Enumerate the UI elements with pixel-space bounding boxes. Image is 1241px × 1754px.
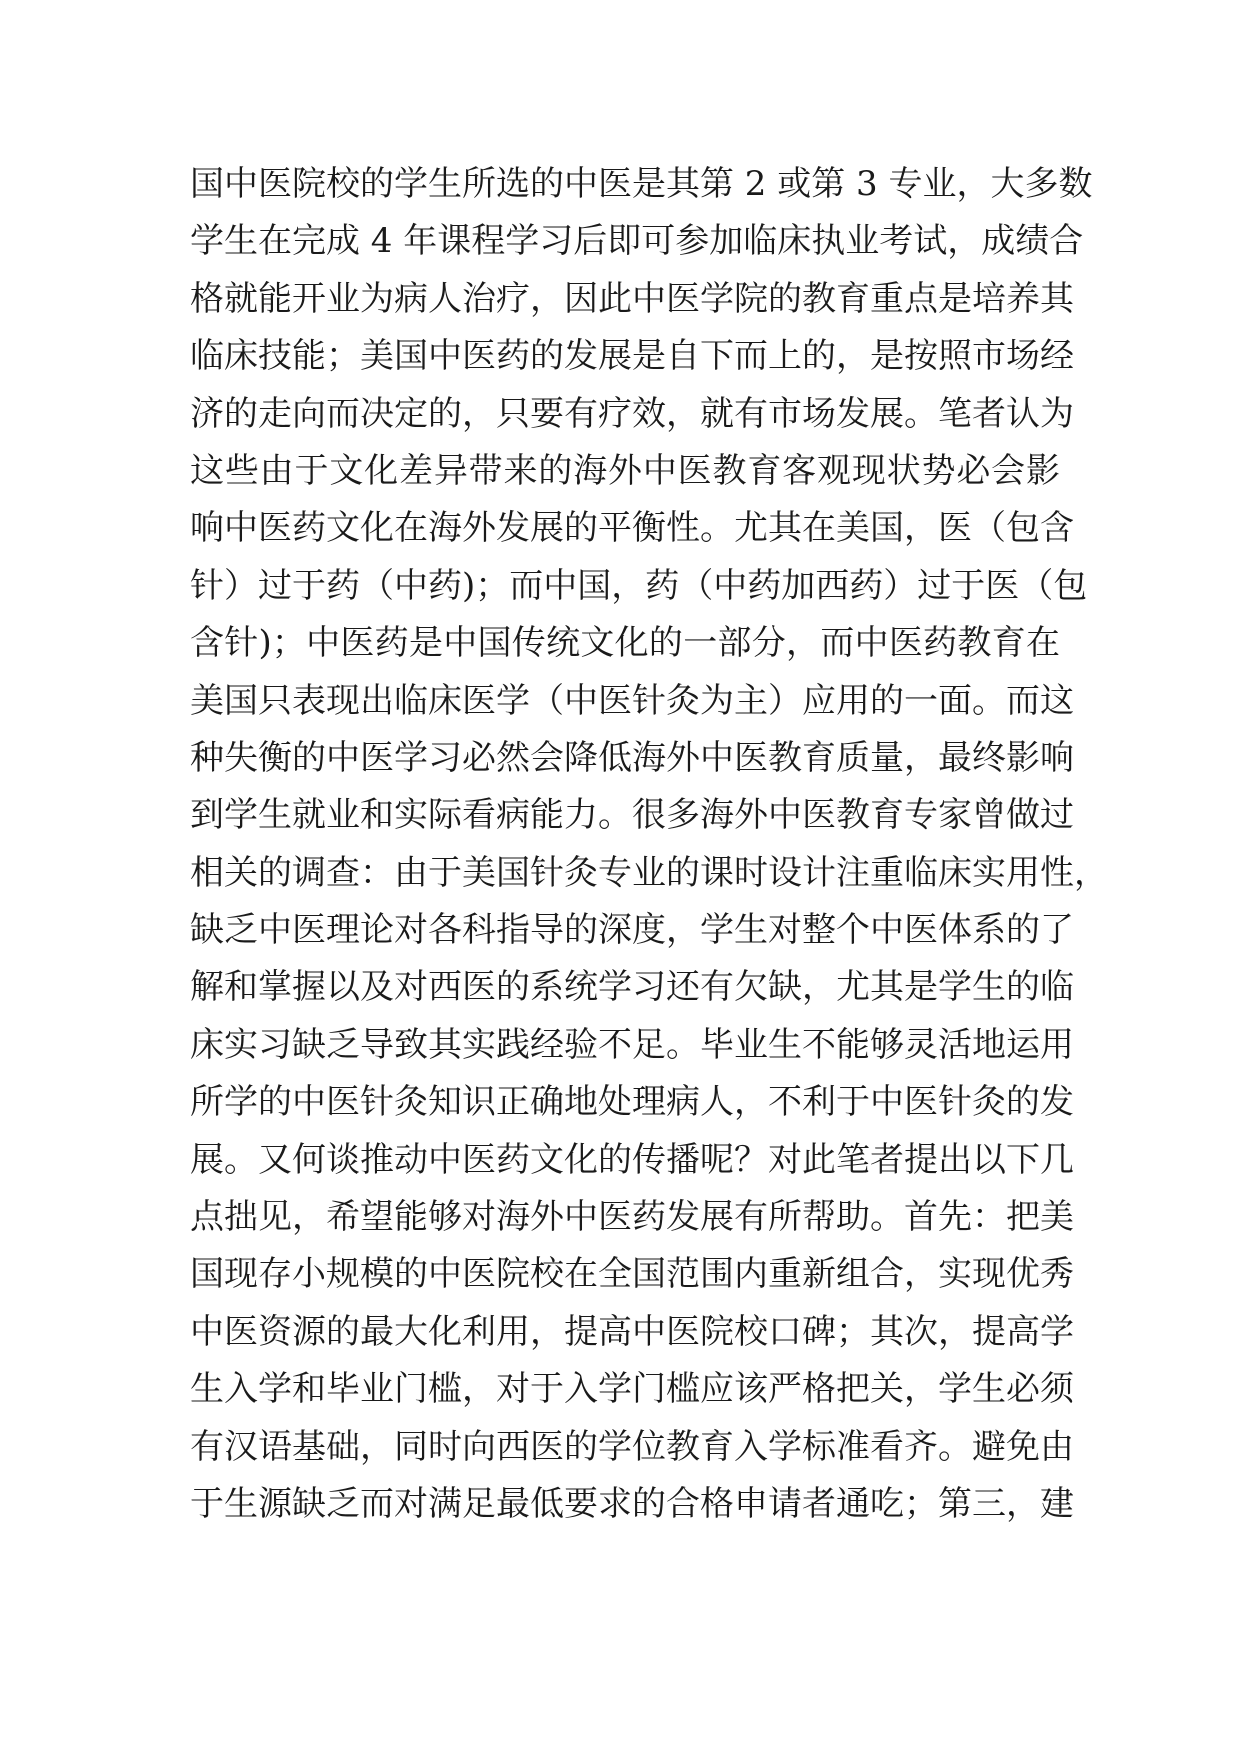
text-line: 到学生就业和实际看病能力。很多海外中医教育专家曾做过 [190, 795, 1074, 836]
text-line: 床实习缺乏导致其实践经验不足。毕业生不能够灵活地运用 [190, 1024, 1074, 1065]
text-line: 展。又何谈推动中医药文化的传播呢？对此笔者提出以下几 [190, 1139, 1074, 1180]
text-line: 国现存小规模的中医院校在全国范围内重新组合，实现优秀 [190, 1254, 1074, 1295]
text-line: 所学的中医针灸知识正确地处理病人，不利于中医针灸的发 [190, 1082, 1074, 1123]
text-line: 解和掌握以及对西医的系统学习还有欠缺，尤其是学生的临 [190, 967, 1074, 1008]
text-line: 响中医药文化在海外发展的平衡性。尤其在美国，医（包含 [190, 508, 1074, 549]
text-line: 种失衡的中医学习必然会降低海外中医教育质量，最终影响 [190, 737, 1074, 778]
text-line: 中医资源的最大化利用，提高中医院校口碑；其次，提高学 [190, 1311, 1074, 1352]
text-line: 于生源缺乏而对满足最低要求的合格申请者通吃；第三，建 [190, 1483, 1074, 1524]
text-line: 济的走向而决定的，只要有疗效，就有市场发展。笔者认为 [190, 393, 1074, 434]
text-line: 点拙见，希望能够对海外中医药发展有所帮助。首先：把美 [190, 1197, 1074, 1238]
text-line: 美国只表现出临床医学（中医针灸为主）应用的一面。而这 [190, 680, 1074, 721]
text-line: 生入学和毕业门槛，对于入学门槛应该严格把关，学生必须 [190, 1369, 1074, 1410]
text-line: 学生在完成 4 年课程学习后即可参加临床执业考试，成绩合 [190, 221, 1084, 262]
text-line: 缺乏中医理论对各科指导的深度，学生对整个中医体系的了 [190, 910, 1074, 951]
text-line: 针）过于药（中药)；而中国，药（中药加西药）过于医（包 [190, 565, 1088, 606]
text-line: 这些由于文化差异带来的海外中医教育客观现状势必会影 [190, 450, 1060, 491]
text-line: 国中医院校的学生所选的中医是其第 2 或第 3 专业，大多数 [190, 164, 1093, 204]
text-line: 含针)；中医药是中国传统文化的一部分，而中医药教育在 [190, 623, 1060, 664]
text-line: 相关的调查：由于美国针灸专业的课时设计注重临床实用性， [190, 852, 1108, 893]
text-line: 临床技能；美国中医药的发展是自下而上的，是按照市场经 [190, 336, 1074, 377]
body-text [190, 156, 1108, 1533]
text-line: 格就能开业为病人治疗，因此中医学院的教育重点是培养其 [190, 278, 1074, 319]
text-line: 有汉语基础，同时向西医的学位教育入学标准看齐。避免由 [190, 1426, 1074, 1467]
